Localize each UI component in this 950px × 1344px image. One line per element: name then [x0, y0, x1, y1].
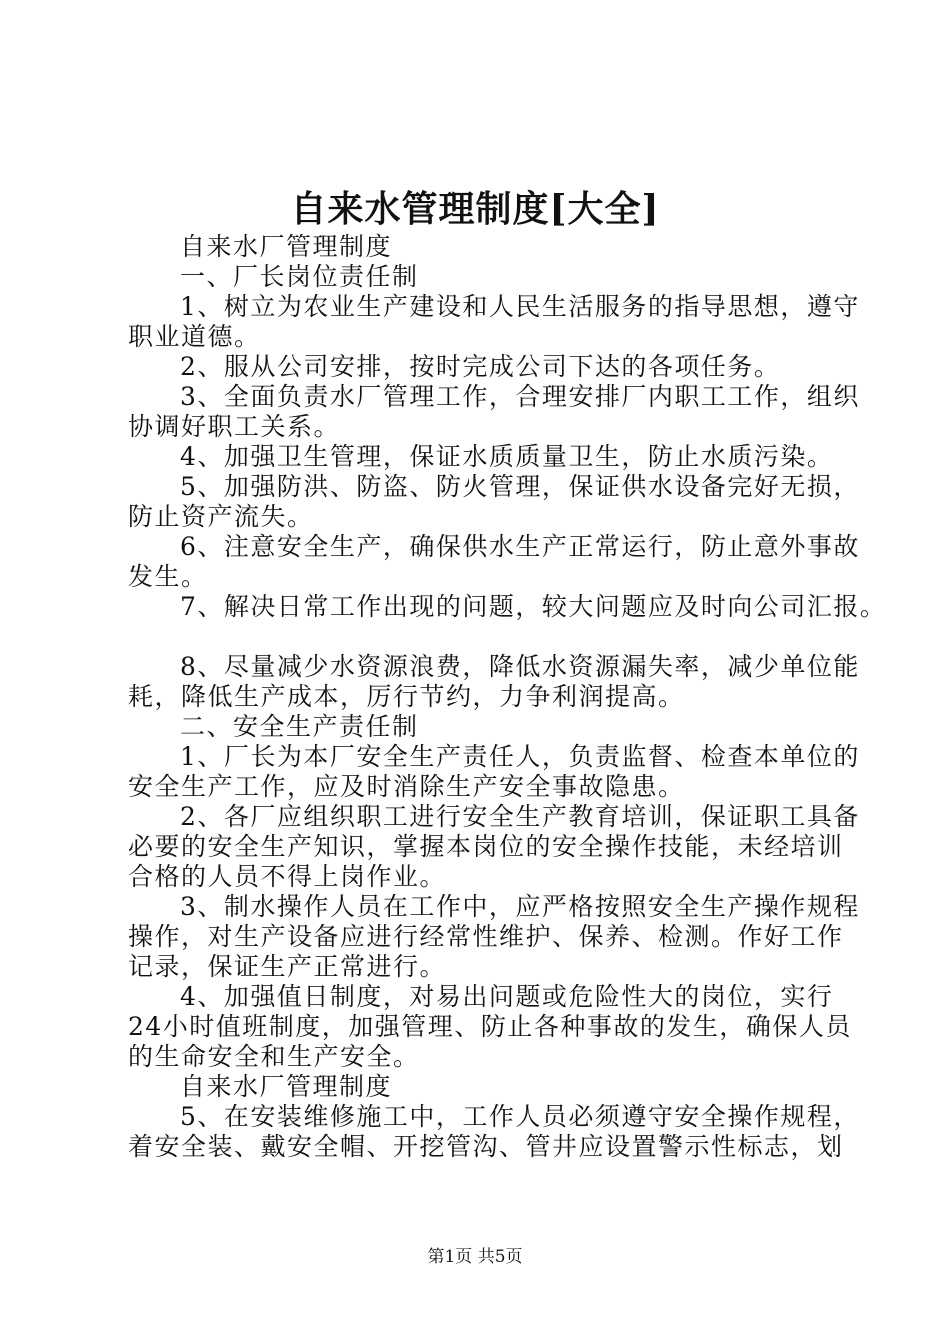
section-heading — [128, 262, 838, 292]
paragraph-line: 着安全装、戴安全帽、开挖管沟、管井应设置警示性标志，划 — [128, 1132, 844, 1161]
paragraph-line: 7、解决日常工作出现的问题，较大问题应及时向公司汇报。 — [180, 592, 887, 621]
paragraph-line: 8、尽量减少水资源浪费，降低水资源漏失率，减少单位能 — [180, 652, 860, 681]
paragraph — [128, 472, 860, 532]
paragraph-line: 6、注意安全生产，确保供水生产正常运行，防止意外事故 — [180, 532, 860, 561]
paragraph-line: 自来水厂管理制度 — [180, 232, 393, 261]
paragraph — [128, 292, 860, 352]
paragraph-line: 记录，保证生产正常进行。 — [128, 952, 447, 981]
paragraph-line: 耗，降低生产成本，厉行节约，力争利润提高。 — [128, 682, 685, 711]
paragraph-line: 1、厂长为本厂安全生产责任人，负责监督、检查本单位的 — [180, 742, 860, 771]
paragraph-line: 安全生产工作，应及时消除生产安全事故隐患。 — [128, 772, 685, 801]
paragraph — [128, 802, 860, 892]
paragraph-line: 5、加强防洪、防盗、防火管理，保证供水设备完好无损， — [180, 472, 860, 501]
paragraph — [128, 382, 860, 442]
paragraph — [128, 442, 838, 472]
paragraph-line: 2、各厂应组织职工进行安全生产教育培训，保证职工具备 — [180, 802, 860, 831]
paragraph-line: 的生命安全和生产安全。 — [128, 1042, 420, 1071]
page-number-footer: 第1页 共5页 — [427, 1247, 523, 1267]
document-title: 自来水管理制度[大全] — [290, 188, 660, 230]
paragraph — [128, 652, 860, 712]
paragraph-line: 职业道德。 — [128, 322, 261, 351]
paragraph-line: 操作，对生产设备应进行经常性维护、保养、检测。作好工作 — [128, 922, 844, 951]
paragraph — [128, 592, 887, 622]
paragraph-line: 3、全面负责水厂管理工作，合理安排厂内职工工作，组织 — [180, 382, 860, 411]
paragraph-line: 一、厂长岗位责任制 — [180, 262, 419, 291]
paragraph-line: 4、加强卫生管理，保证水质质量卫生，防止水质污染。 — [180, 442, 834, 471]
paragraph — [128, 742, 860, 802]
section-heading — [128, 712, 838, 742]
paragraph-line: 2、服从公司安排，按时完成公司下达的各项任务。 — [180, 352, 781, 381]
paragraph-line: 发生。 — [128, 562, 208, 591]
document-body — [128, 232, 887, 1162]
paragraph-line: 24小时值班制度，加强管理、防止各种事故的发生，确保人员 — [128, 1012, 852, 1041]
paragraph — [128, 532, 860, 592]
paragraph-line: 4、加强值日制度，对易出问题或危险性大的岗位，实行 — [180, 982, 834, 1011]
paragraph-line: 合格的人员不得上岗作业。 — [128, 862, 447, 891]
blank-line — [128, 622, 838, 652]
paragraph-line: 协调好职工关系。 — [128, 412, 341, 441]
paragraph-line: 自来水厂管理制度 — [180, 1072, 393, 1101]
paragraph-line: 1、树立为农业生产建设和人民生活服务的指导思想，遵守 — [180, 292, 860, 321]
section-heading — [128, 1072, 838, 1102]
paragraph — [128, 352, 838, 382]
paragraph-line: 3、制水操作人员在工作中，应严格按照安全生产操作规程 — [180, 892, 860, 921]
paragraph — [128, 1102, 860, 1162]
paragraph-line: 必要的安全生产知识，掌握本岗位的安全操作技能，未经培训 — [128, 832, 844, 861]
paragraph — [128, 892, 860, 982]
paragraph-line: 防止资产流失。 — [128, 502, 314, 531]
section-heading — [128, 232, 838, 262]
paragraph-line: 5、在安装维修施工中，工作人员必须遵守安全操作规程， — [180, 1102, 860, 1131]
paragraph-line: 二、安全生产责任制 — [180, 712, 419, 741]
paragraph — [128, 982, 852, 1072]
